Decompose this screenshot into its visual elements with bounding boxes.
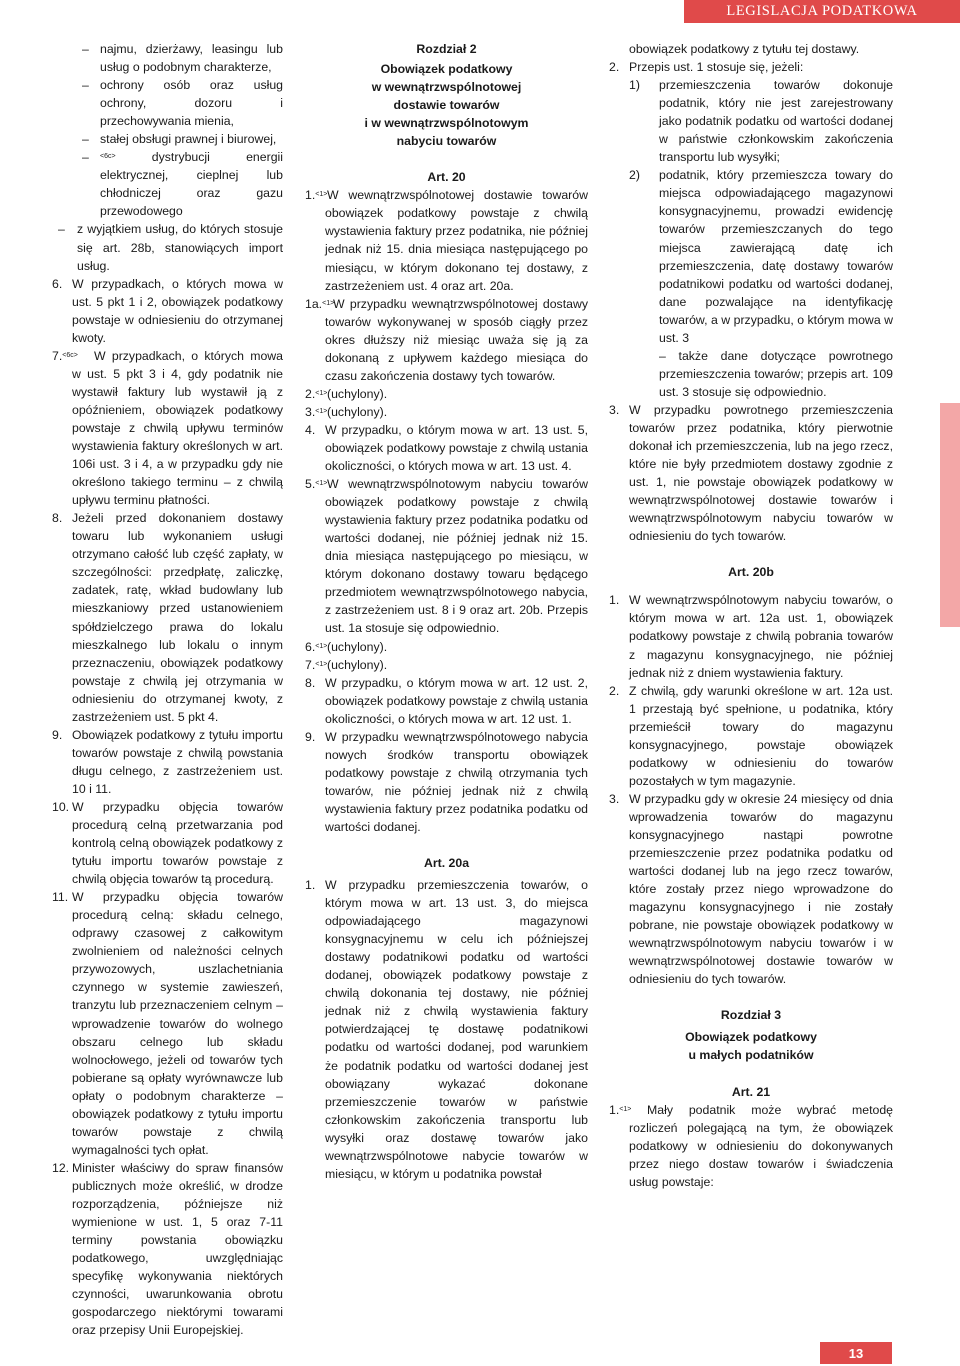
paragraph-item: 2. Z chwilą, gdy warunki określone w art. 12a ust. 1 przestają być spełnione, u podatnika, który przemieścił towary do magazynu konsygnacyjnego, powstaje obowiązek podatkowy w odniesieniu do towarów pozostałych w tym magazynie. bbox=[609, 683, 893, 788]
item-number: 5.$^{<1>}$ bbox=[305, 477, 328, 492]
journal-title: LEGISLACJA PODATKOWA bbox=[726, 3, 918, 19]
item-number: 1.$^{<1>}$ bbox=[305, 188, 328, 203]
item-number: 3. bbox=[609, 791, 620, 806]
item-number: 10. bbox=[52, 799, 70, 814]
paragraph-item: 3.$^{<1>}$ (uchylony). bbox=[305, 403, 588, 421]
paragraph-item: 1. W wewnątrzwspólnotowym nabyciu towarów, o którym mowa w art. 12a ust. 1, obowiązek podatkowy powstaje z chwilą pobrania towarów z magazynu konsygnacyjnego, nie później jednak niż z dniem wystawienia faktury. bbox=[609, 593, 893, 680]
item-number: 7.$^{<1>}$ bbox=[305, 657, 328, 672]
paragraph-item: 1a.$^{<1>}$ W przypadku wewnątrzwspólnotowej dostawy towarów wykonywanej w sposób ciągły przez okres dłuższy niż miesiąc uważa się ją za dokonaną z upływem każdego miesiąca do czasu zakończenia dostawy tych towarów. bbox=[305, 296, 588, 383]
paragraph-item: 10. W przypadku objęcia towarów procedurą celną przetwarzania pod kontrolą celną obowiązek podatkowy z tytułu importu towarów powstaje z chwilą objęcia towarów tą procedurą. bbox=[52, 799, 283, 887]
list-item-dash: – ochrony osób oraz usług ochrony, dozoru i przechowywania mienia, bbox=[82, 78, 283, 129]
paragraph-item: 7.$^{<6c>}$ W przypadkach, o których mowa w ust. 5 pkt 3 i 4, gdy podatnik nie wystawił faktury lub wystawił ją z opóźnieniem, obowiązek podatkowy powstaje z chwilą upływu terminów wystawienia faktury określonych w art. 106i ust. 3 i 4, a w przypadku gdy nie określono takiego terminu – z chwilą upływu terminu płatności. bbox=[52, 348, 283, 508]
paragraph-item: 3. W przypadku gdy w okresie 24 miesięcy od dnia wprowadzenia towarów do magazynu konsygnacyjnego nastąpi powrotne przemieszczenie przez podatnika podatku od wartości dodanej lub na jego rzecz towarów, które zostały przez niego wprowadzone do magazynu konsygnacyjnego i nie zostały pobrane, nie powstaje obowiązek podatkowy w wewnątrzwspólnotowym nabyciu towarów i w wewnątrzwspólnotowej dostawie towarów w odniesieniu do tych towarów. bbox=[609, 791, 893, 987]
paragraph-item: 5.$^{<1>}$ W wewnątrzwspólnotowym nabyciu towarów obowiązek podatkowy powstaje z chwilą wystawienia faktury przez podatnika podatku od wartości dodanej, nie później jednak niż 15. dnia miesiąca następującego po miesiącu, w którym dokonano dostawy towaru będącego przedmiotem wewnątrzwspólnotowego nabycia, z zastrzeżeniem ust. 8 i 9 oraz art. 20b. Przepis ust. 1a stosuje się odpowiednio. bbox=[305, 477, 588, 636]
amendment-mark: <1> bbox=[315, 660, 328, 668]
side-tab-marker bbox=[940, 403, 960, 627]
dash-marker: – bbox=[82, 42, 89, 56]
dash-marker: – bbox=[58, 222, 65, 237]
article-heading: Art. 20 bbox=[427, 170, 466, 185]
sub-item-tail: – także dane dotyczące powrotnego przemieszczenia towarów; przepis art. 109 ust. 3 stosuje się odpowiednio. bbox=[659, 348, 893, 399]
paragraph-item: 2.$^{<1>}$ (uchylony). bbox=[305, 385, 588, 403]
list-item-dash: – najmu, dzierżawy, leasingu lub usług o podobnym charakterze, bbox=[82, 42, 283, 75]
item-number: 1. bbox=[609, 593, 620, 608]
dash-marker: – bbox=[82, 78, 89, 93]
item-number: 6. bbox=[52, 276, 63, 291]
item-number: 7.$^{<6c>}$ bbox=[52, 348, 78, 363]
column-right bbox=[609, 40, 893, 1191]
amendment-mark: <6c> bbox=[100, 153, 116, 161]
item-number: 4. bbox=[305, 422, 316, 437]
paragraph-item: 8. W przypadku, o którym mowa w art. 12 ust. 2, obowiązek podatkowy powstaje z chwilą ustania okoliczności, o których mowa w art. 12 ust. 1. bbox=[305, 675, 588, 726]
sub-item: 1) przemieszczenia towarów dokonuje podatnik, który nie jest zarejestrowany jako podatnik podatku od wartości dodanej w państwie członkowskim zakończenia transportu lub wysyłki; bbox=[629, 78, 893, 165]
article-heading: Art. 20a bbox=[423, 856, 470, 871]
item-number: 2. bbox=[609, 60, 620, 75]
dash-tail-text: – z wyjątkiem usług, do których stosuje się art. 28b, stanowiących import usług. bbox=[58, 222, 283, 273]
page-number: 13 bbox=[820, 1342, 892, 1364]
item-number: 2. bbox=[609, 683, 620, 698]
paragraph-item: 7.$^{<1>}$ (uchylony). bbox=[305, 656, 588, 674]
amendment-mark: <1> bbox=[315, 389, 328, 397]
sub-item: 2) podatnik, który przemieszcza towary do miejsca odpowiadającego magazynowi konsygnacyjnemu, prowadzi ewidencję towarów przemieszczanych do tego miejsca zawierającą datę ich przemieszczenia, datę dostawy towarów podatnikowi podatku od wartości dodanej, dane pozwalające na identyfikację towarów, a w przypadku, o którym mowa w ust. 3 bbox=[629, 168, 893, 345]
paragraph-item: 9. Obowiązek podatkowy z tytułu importu towarów powstaje z chwilą powstania długu celnego, z zastrzeżeniem ust. 10 i 11. bbox=[52, 727, 283, 796]
dash-marker: – bbox=[82, 132, 89, 147]
amendment-mark: <1> bbox=[619, 1105, 632, 1113]
paragraph-item: 9. W przypadku wewnątrzwspólnotowego nabycia nowych środków transportu obowiązek podatkowy powstaje z chwilą otrzymania tych towarów, nie później jednak niż z chwilą wystawienia faktury przez podatnika podatku od wartości dodanej. bbox=[305, 729, 588, 834]
paragraph-item: 3. W przypadku powrotnego przemieszczenia towarów przez podatnika, który pierwotnie dokonał ich przemieszczenia, lub na jego rzecz, które nie były przedmiotem dostawy zgodnie z ust. 1, nie powstaje obowiązek podatkowy w wewnątrzwspólnotowej dostawie towarów i wewnątrzwspólnotowym nabyciu towarów w odniesieniu do tych towarów. bbox=[609, 402, 893, 544]
paragraph-item: 4. W przypadku, o którym mowa w art. 13 ust. 5, obowiązek podatkowy powstaje z chwilą ustania okoliczności, o których mowa w art. 13 ust. 4. bbox=[305, 422, 588, 474]
paragraph-item: 11. W przypadku objęcia towarów procedurą celną: składu celnego, odprawy czasowej z całkowitym zwolnieniem od należności celnych przywozowych, uszlachetniania czynnego w systemie zawieszeń, tranzytu lub przeznaczeniem celnym – wprowadzenie towarów do wolnego obszaru celnego lub składu wolnocłowego, jeżeli od towarów tych pobierane są opłaty wyrównawcze lub opłaty o podobnym charakterze – obowiązek podatkowy z tytułu importu towarów powstaje z chwilą wymagalności tych opłat. bbox=[52, 890, 283, 1157]
item-number: 9. bbox=[305, 729, 316, 744]
item-number: 8. bbox=[305, 675, 316, 690]
paragraph-item: 6. W przypadkach, o których mowa w ust. 5 pkt 1 i 2, obowiązek podatkowy powstaje w odniesieniu do otrzymanej kwoty. bbox=[52, 276, 283, 345]
continued-text: obowiązek podatkowy z tytułu tej dostawy. bbox=[629, 42, 860, 56]
sub-item-number: 2) bbox=[629, 168, 640, 183]
chapter-title: Obowiązek podatkowy w wewnątrzwspólnotowej dostawie towarów i w wewnątrzwspólnotowym nabyciu towarów bbox=[364, 62, 529, 149]
amendment-mark: <1> bbox=[315, 642, 328, 650]
paragraph-item: 8. Jeżeli przed dokonaniem dostawy towaru lub wykonaniem usługi otrzymano całość lub część zapłaty, w szczególności: przedpłatę, zaliczkę, zadatek, ratę, wkład budowlany lub mieszkaniowy przed ustanowieniem spółdzielczego prawa do lokalu mieszkalnego lub lokalu o innym przeznaczeniu, obowiązek podatkowy powstaje z chwilą jej otrzymania w odniesieniu do otrzymanej kwoty, z zastrzeżeniem ust. 5 pkt 4. bbox=[52, 511, 283, 724]
list-item-dash: – stałej obsługi prawnej i biurowej, bbox=[52, 130, 283, 148]
item-number: 1a.$^{<1>}$ bbox=[305, 296, 335, 311]
paragraph-item: 6.$^{<1>}$ (uchylony). bbox=[305, 638, 588, 656]
article-heading: Art. 21 bbox=[731, 1084, 771, 1099]
item-number: 6.$^{<1>}$ bbox=[305, 639, 328, 654]
dash-marker: – bbox=[82, 150, 89, 165]
article-heading: Art. 20b bbox=[728, 565, 774, 580]
amendment-mark: <1> bbox=[315, 191, 328, 199]
amendment-mark: <1> bbox=[322, 299, 335, 307]
paragraph-item: 1.$^{<1>}$ W wewnątrzwspólnotowej dostawie towarów obowiązek podatkowy powstaje z chwilą wystawienia faktury przez podatnika, nie później jednak niż 15. dnia miesiąca następującego po miesiącu, w którym dokonano tej dostawy, z zastrzeżeniem ust. 4 oraz art. 20a. bbox=[305, 188, 588, 293]
chapter-title: Obowiązek podatkowy u małych podatników bbox=[685, 1030, 817, 1063]
item-number: 8. bbox=[52, 511, 63, 526]
paragraph-item: 1. W przypadku przemieszczenia towarów, o którym mowa w art. 13 ust. 3, do miejsca odpowiadającego magazynowi konsygnacyjnemu w celu ich późniejszej dostawy podatnikowi podatku od wartości dodanej, obowiązek podatkowy powstaje z chwilą dokonania tej dostawy, nie później jednak niż z chwilą wystawienia faktury potwierdzającej tę dostawę podatnikowi podatku od wartości dodanej, pod warunkiem że podatnik podatku od wartości dodanej jest obowiązany wykazać dokonane przemieszczenie towarów w państwie członkowskim zakończenia transportu lub wysyłki oraz dostawę towarów jako wewnątrzwspólnotowe nabycie towarów w miesiącu, w którym u podatnika powstał bbox=[305, 878, 588, 1181]
item-number: 9. bbox=[52, 727, 63, 742]
paragraph-item: 2. Przepis ust. 1 stosuje się, jeżeli: bbox=[609, 58, 893, 76]
item-number: 11. bbox=[52, 890, 69, 905]
amendment-mark: <1> bbox=[315, 480, 328, 488]
amendment-mark: <6c> bbox=[62, 351, 78, 359]
item-number: 12. bbox=[52, 1160, 70, 1175]
paragraph-item: 12. Minister właściwy do spraw finansów publicznych może określić, w drodze rozporządzenia, późniejsze niż wymienione w ust. 1, 5 oraz 7-11 terminy powstania obowiązku podatkowego, uwzględniając specyfikę wykonywania niektórych czynności, uwarunkowania obrotu gospodarczego niektórymi towarami oraz przepisy Unii Europejskiej. bbox=[52, 1160, 283, 1338]
amendment-mark: <1> bbox=[315, 407, 328, 415]
sub-item-number: 1) bbox=[629, 78, 640, 93]
column-left bbox=[52, 40, 283, 1339]
journal-header bbox=[684, 0, 960, 23]
chapter-heading: Rozdział 2 bbox=[416, 42, 477, 56]
column-middle bbox=[305, 40, 588, 1183]
item-number: 3. bbox=[609, 402, 620, 417]
item-number: 1.$^{<1>}$ bbox=[609, 1102, 632, 1117]
chapter-heading: Rozdział 3 bbox=[720, 1008, 782, 1023]
item-number: 1. bbox=[305, 878, 316, 893]
paragraph-item: 1.$^{<1>}$ Mały podatnik może wybrać metodę rozliczeń polegającą na tym, że obowiązek podatkowy w odniesieniu do dokonywanych przez niego dostaw towarów i świadczenia usług powstaje: bbox=[609, 1102, 893, 1189]
list-item-dash: – $^{<6c>}$ dystrybucji energii elektrycznej, cieplnej lub chłodniczej oraz gazu przewodowego bbox=[82, 150, 284, 219]
item-number: 3.$^{<1>}$ bbox=[305, 404, 328, 419]
item-number: 2.$^{<1>}$ bbox=[305, 386, 328, 401]
